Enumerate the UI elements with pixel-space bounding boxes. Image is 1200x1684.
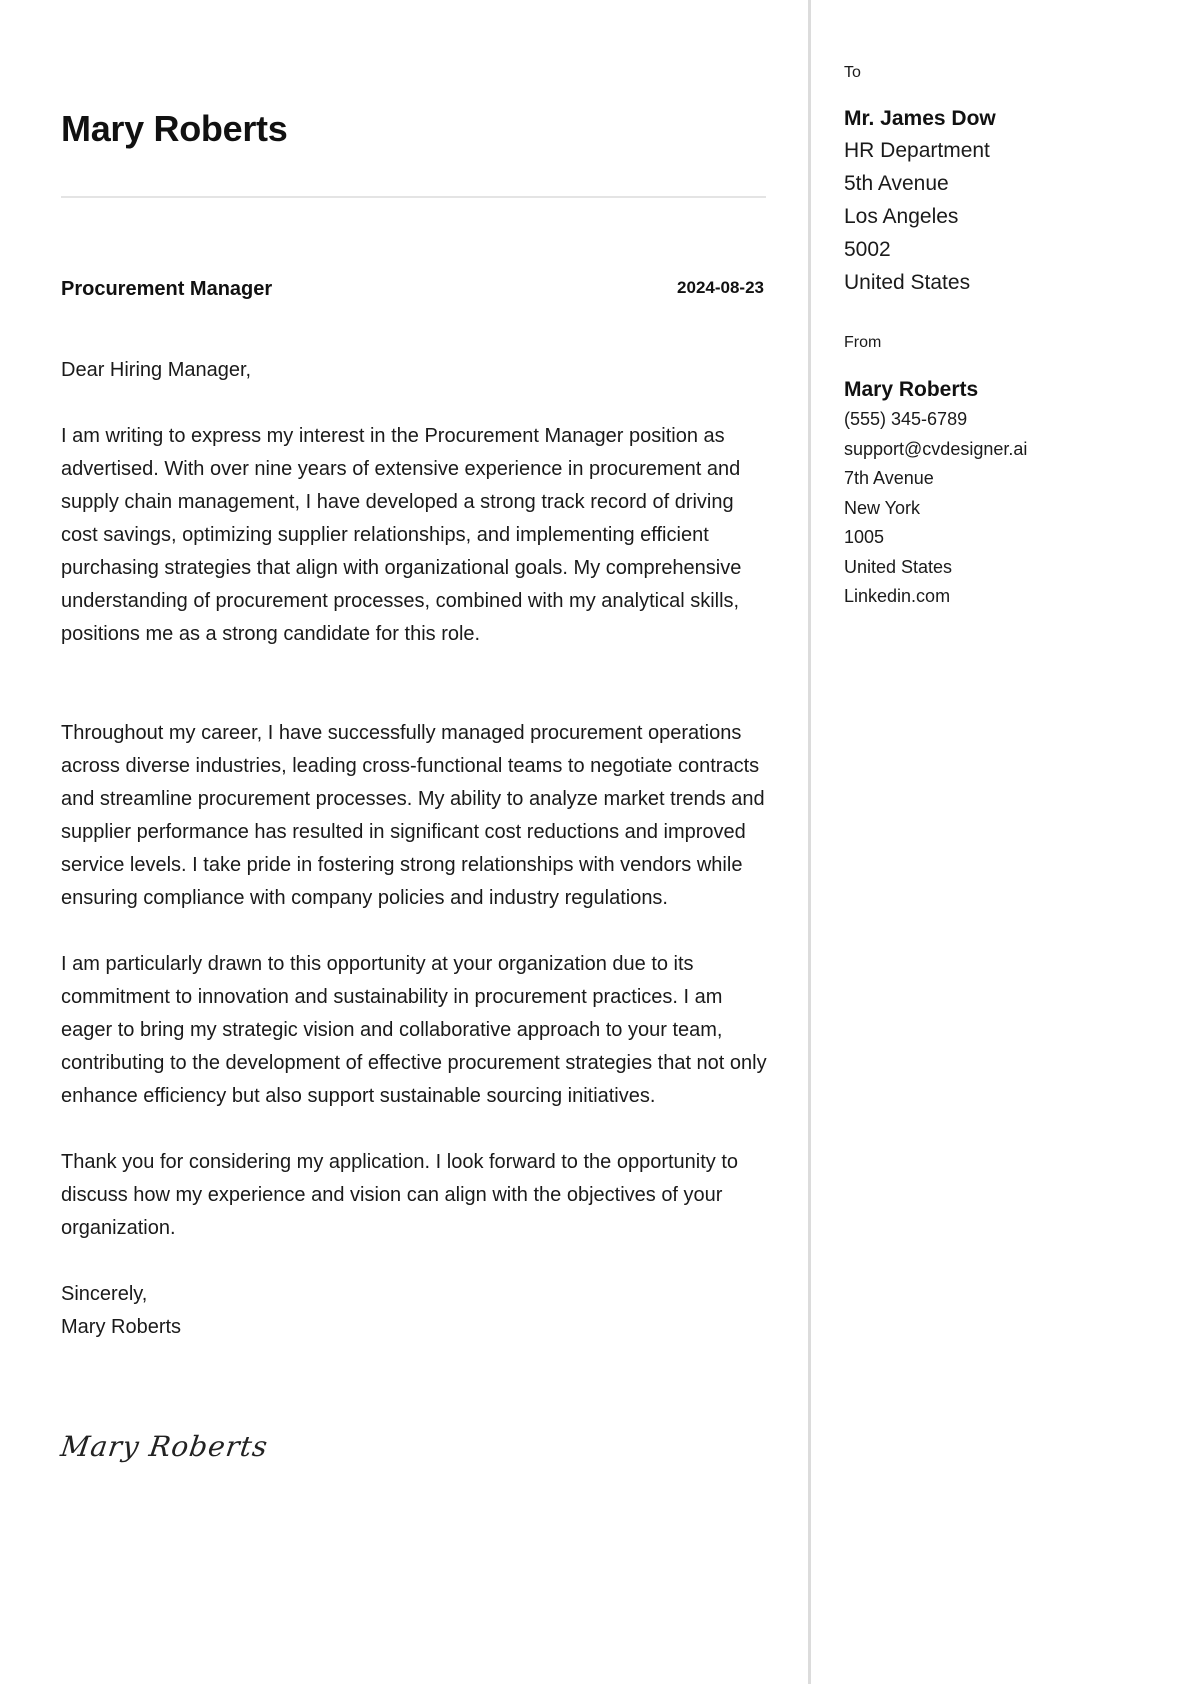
- sender-name: Mary Roberts: [844, 378, 979, 401]
- letter-body: [61, 354, 771, 1344]
- sender-line: United States: [844, 556, 953, 577]
- letter-closing: Sincerely,: [61, 1283, 148, 1305]
- sender-website: Linkedin.com: [844, 586, 951, 606]
- sender-block: [844, 375, 1174, 612]
- recipient-label: To: [844, 64, 861, 81]
- letter-greeting: Dear Hiring Manager,: [61, 359, 252, 381]
- sender-label: From: [844, 334, 882, 351]
- handwritten-signature: Mary Roberts: [58, 1430, 271, 1463]
- letter-paragraph: I am particularly drawn to this opportunity at your organization due to its commitment to innovation and sustainability in procurement practices. I am eager to bring my strategic vision and collaborative approach to your team, contributing to the development of effective procurement strategies that not only enhance efficiency but also support sustainable sourcing initiatives.: [61, 953, 767, 1107]
- sender-line: 7th Avenue: [844, 468, 934, 488]
- recipient-line: United States: [844, 271, 971, 294]
- sender-line: 1005: [844, 527, 885, 547]
- recipient-line: 5002: [844, 238, 891, 261]
- job-title: Procurement Manager: [61, 278, 273, 300]
- recipient-name: Mr. James Dow: [844, 107, 996, 130]
- recipient-line: Los Angeles: [844, 205, 959, 228]
- recipient-line: 5th Avenue: [844, 172, 949, 195]
- header-divider: [61, 196, 766, 198]
- recipient-line: HR Department: [844, 139, 990, 162]
- letter-closing-name: Mary Roberts: [61, 1316, 182, 1338]
- letter-paragraph: Thank you for considering my application. I look forward to the opportunity to discuss how my experience and vision can align with the objectives of your organization.: [61, 1151, 739, 1239]
- letter-paragraph: I am writing to express my interest in the Procurement Manager position as advertised. With over nine years of extensive experience in procurement and supply chain management, I have developed a strong track record of driving cost savings, optimizing supplier relationships, and implementing efficient purchasing strategies that align with organizational goals. My comprehensive understanding of procurement processes, combined with my analytical skills, positions me as a strong candidate for this role.: [61, 425, 742, 645]
- sender-name-heading: Mary Roberts: [61, 108, 288, 149]
- letter-paragraph: Throughout my career, I have successfully managed procurement operations across diverse industries, leading cross-functional teams to negotiate contracts and streamline procurement processes. My ability to analyze market trends and supplier performance has resulted in significant cost reductions and improved service levels. I take pride in fostering strong relationships with vendors while ensuring compliance with company policies and industry regulations.: [61, 722, 765, 909]
- sender-phone: (555) 345-6789: [844, 409, 968, 429]
- sender-email: support@cvdesigner.ai: [844, 438, 1028, 459]
- sender-line: New York: [844, 497, 921, 518]
- letter-date: 2024-08-23: [677, 278, 764, 297]
- recipient-block: [844, 104, 1174, 299]
